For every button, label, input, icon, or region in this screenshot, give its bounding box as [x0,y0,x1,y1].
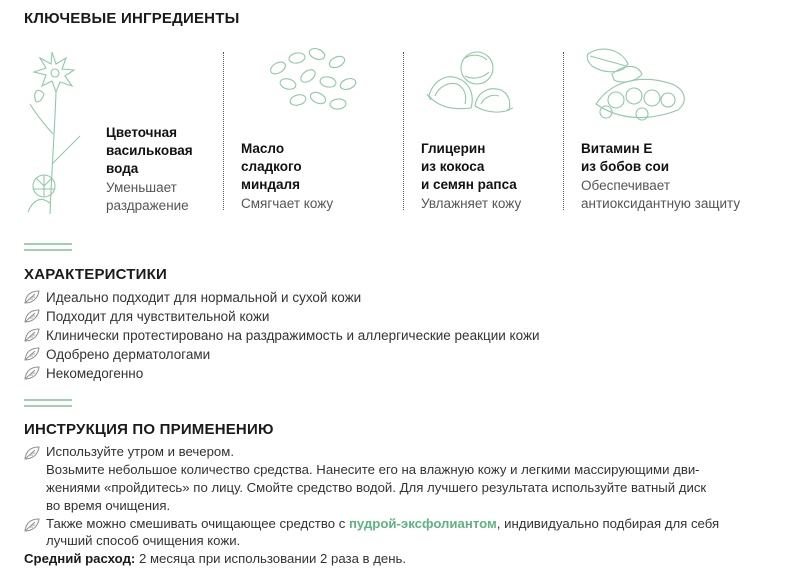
ingredient-glycerin [421,140,521,213]
section-divider [24,249,72,251]
almonds-icon [262,44,362,116]
instruction-text: жениями «пройдитесь» по лицу. Смойте средство водой. Для лучшего результата используйте ватный диск [46,480,707,495]
feature-text: Клинически протестировано на раздражимость и аллергические реакции кожи [46,328,540,343]
column-divider [223,52,224,210]
tip-text: Также можно смешивать очищающее средство с [46,516,349,531]
ingredient-cornflower [106,124,193,215]
feature-item [24,307,269,326]
feature-item [24,288,361,307]
ingredient-name: Цветочная васильковая вода [106,125,193,176]
column-divider [403,52,404,210]
section-divider [24,405,72,407]
ingredient-description: Увлажняет кожу [421,196,522,211]
features-heading: ХАРАКТЕРИСТИКИ [24,266,167,283]
tip-text: , индивидуально подбирая для себя [496,516,720,531]
leaf-icon [24,328,40,342]
ingredient-vitamin-e [581,140,740,213]
feature-item [24,345,210,364]
leaf-icon [24,366,40,380]
ingredient-almond-oil [241,140,333,213]
feature-item [24,364,143,383]
instruction-tip-line2: лучший способ очищения кожи. [46,533,241,548]
column-divider [563,52,564,210]
instruction-tip [46,515,719,533]
feature-text: Идеально подходит для нормальной и сухой кожи [46,290,362,305]
soybean-pod-icon [582,44,692,126]
usage-label: Средний расход: [24,551,136,566]
feature-text: Подходит для чувствительной кожи [46,309,270,324]
coconut-icon [425,48,515,120]
leaf-icon [24,347,40,361]
feature-text: Некомедогенно [46,366,144,381]
usage-line [24,550,406,568]
ingredient-description: Уменьшает раздражение [106,180,189,213]
ingredient-name: Масло сладкого миндаля [241,141,302,192]
instruction-text: Возьмите небольшое количество средства. Нанесите его на влажную кожу и легкими массирующими дви- [46,462,700,477]
feature-item [24,326,540,345]
instructions-heading: ИНСТРУКЦИЯ ПО ПРИМЕНЕНИЮ [24,421,274,438]
leaf-icon [24,290,40,304]
leaf-icon [24,518,40,532]
usage-value: 2 месяца при использовании 2 раза в день. [135,551,407,566]
ingredient-name: Глицерин из кокоса и семян рапса [421,141,517,192]
ingredient-description: Обеспечивает антиоксидантную защиту [581,178,741,211]
ingredients-heading: КЛЮЧЕВЫЕ ИНГРЕДИЕНТЫ [24,10,240,27]
exfoliant-powder-link[interactable]: пудрой-эксфолиантом [348,516,497,531]
instruction-text: Используйте утром и вечером. [46,444,234,459]
cornflower-icon [22,44,102,220]
leaf-icon [24,446,40,460]
section-divider [24,243,72,245]
section-divider [24,399,72,401]
ingredient-description: Смягчает кожу [241,196,334,211]
feature-text: Одобрено дерматологами [46,347,211,362]
instruction-text: во время очищения. [46,498,171,513]
leaf-icon [24,309,40,323]
ingredient-name: Витамин Е из бобов сои [581,141,670,174]
